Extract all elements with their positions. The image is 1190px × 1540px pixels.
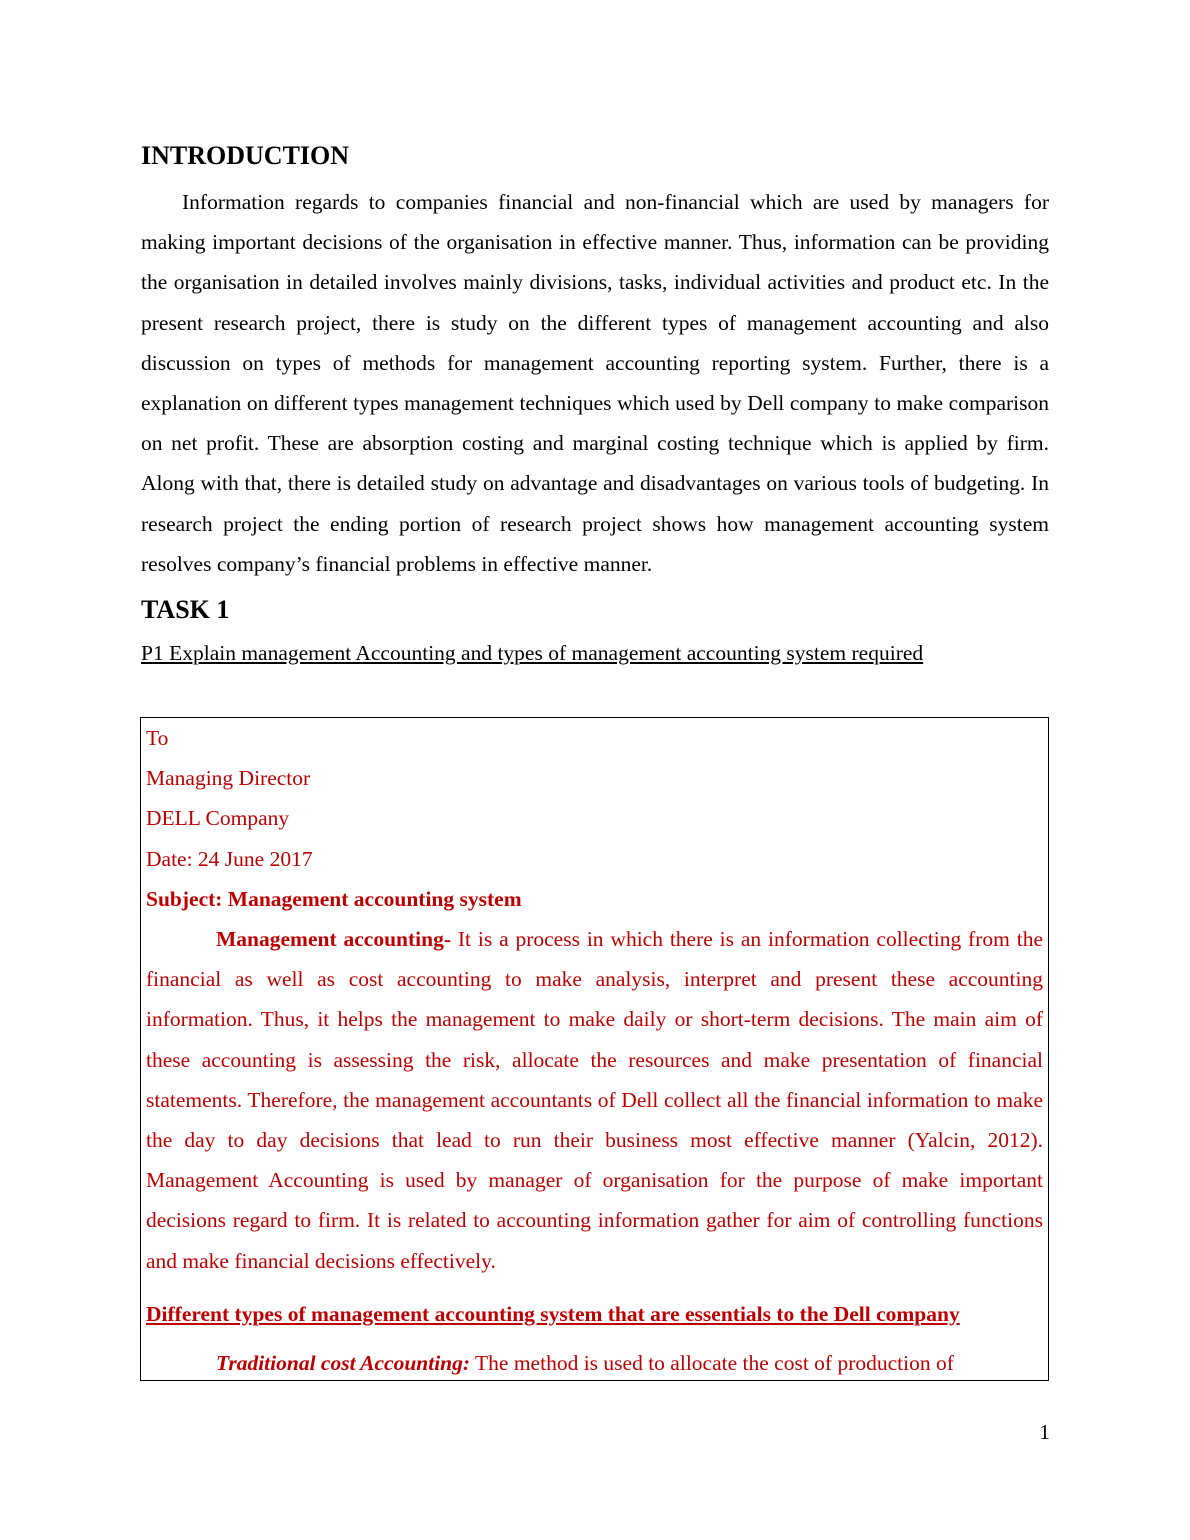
types-heading: Different types of management accounting system that are essentials to the Dell company: [146, 1301, 960, 1326]
memo-date: Date: 24 June 2017: [146, 846, 313, 871]
management-accounting-paragraph: [146, 919, 1043, 1281]
memo-content: [141, 718, 1048, 1381]
page-number: 1: [1039, 1420, 1050, 1444]
task-subheading: P1 Explain management Accounting and types of management accounting system required: [141, 641, 924, 666]
management-accounting-text: It is a process in which there is an information collecting from the financial as well as cost accounting to make analysis, interpret and present these accounting information. Thus, it helps the management to make daily or short-term decisions. The main aim of these accounting is assessing the risk, allocate the resources and make presentation of financial statements. Therefore, the management accountants of Dell collect all the financial information to make the day to day decisions that lead to run their business most effective manner (Yalcin, 2012). Management Accounting is used by manager of organisation for the purpose of make important decisions regard to firm. It is related to accounting information gather for aim of controlling functions and make financial decisions effectively.: [146, 927, 1043, 1273]
management-accounting-lead: Management accounting-: [216, 927, 451, 952]
memo-box: [140, 717, 1049, 1381]
traditional-cost-text: The method is used to allocate the cost of production of: [470, 1350, 954, 1375]
task-heading: TASK 1: [141, 595, 230, 625]
memo-to: To: [146, 726, 169, 750]
document-body: [141, 138, 1049, 668]
traditional-cost-lead: Traditional cost Accounting:: [216, 1350, 471, 1375]
memo-subject: Subject: Management accounting system: [146, 886, 522, 911]
memo-company: DELL Company: [146, 806, 290, 831]
introduction-heading: INTRODUCTION: [141, 141, 350, 170]
memo-recipient: Managing Director: [146, 766, 311, 791]
introduction-paragraph: Information regards to companies financial and non-financial which are used by managers for making important decisions of the organisation in effective manner. Thus, information can be providing the organisation in detailed involves mainly divisions, tasks, individual activities and product etc. In the present research project, there is study on the different types of management accounting and also discussion on types of methods for management accounting reporting system. Further, there is a explanation on different types management techniques which used by Dell company to make comparison on net profit. These are absorption costing and marginal costing technique which is applied by firm. Along with that, there is detailed study on advantage and disadvantages on various tools of budgeting. In research project the ending portion of research project shows how management accounting system resolves company’s financial problems in effective manner.: [141, 190, 1049, 576]
traditional-cost-paragraph: [146, 1343, 1043, 1381]
